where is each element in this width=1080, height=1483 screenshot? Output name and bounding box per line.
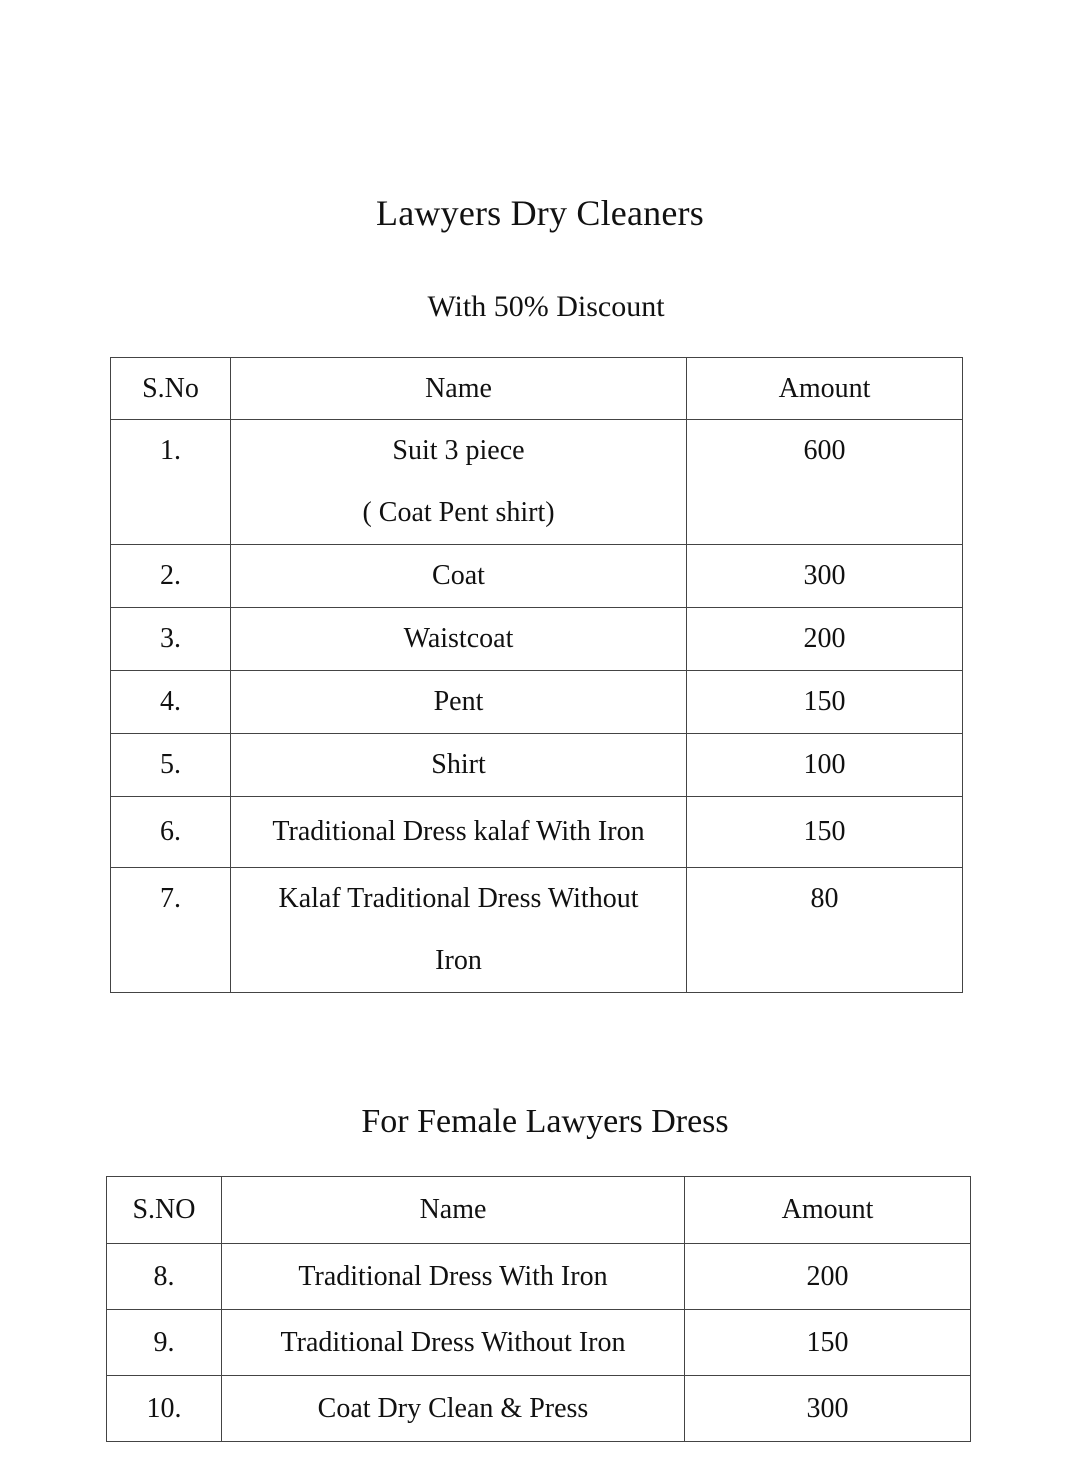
female-section-title: For Female Lawyers Dress bbox=[361, 1103, 729, 1140]
table-row bbox=[107, 1244, 971, 1310]
amount-cell: 150 bbox=[685, 1310, 971, 1376]
table-row bbox=[111, 797, 963, 868]
sno-cell: 4. bbox=[111, 671, 231, 734]
female-price-table bbox=[106, 1176, 971, 1442]
amount-cell: 300 bbox=[685, 1376, 971, 1442]
male-price-table bbox=[110, 357, 963, 993]
sno-header: S.No bbox=[111, 358, 231, 420]
table-row bbox=[111, 420, 963, 545]
table-row bbox=[107, 1376, 971, 1442]
name-cell: Shirt bbox=[231, 734, 687, 797]
amount-cell: 150 bbox=[687, 671, 963, 734]
sno-cell: 6. bbox=[111, 797, 231, 868]
sno-cell: 10. bbox=[107, 1376, 222, 1442]
sno-cell: 2. bbox=[111, 545, 231, 608]
name-cell: Waistcoat bbox=[231, 608, 687, 671]
sno-cell: 3. bbox=[111, 608, 231, 671]
table-row bbox=[111, 545, 963, 608]
amount-header: Amount bbox=[687, 358, 963, 420]
sno-header: S.NO bbox=[107, 1177, 222, 1244]
table-row bbox=[107, 1310, 971, 1376]
sno-cell: 9. bbox=[107, 1310, 222, 1376]
sno-cell: 5. bbox=[111, 734, 231, 797]
name-header: Name bbox=[222, 1177, 685, 1244]
name-cell: Suit 3 piece ( Coat Pent shirt) bbox=[231, 420, 687, 545]
page-title: Lawyers Dry Cleaners bbox=[376, 193, 704, 233]
amount-header: Amount bbox=[685, 1177, 971, 1244]
name-cell: Coat Dry Clean & Press bbox=[222, 1376, 685, 1442]
name-cell: Coat bbox=[231, 545, 687, 608]
name-cell: Pent bbox=[231, 671, 687, 734]
amount-cell: 200 bbox=[685, 1244, 971, 1310]
table-header-row bbox=[107, 1177, 971, 1244]
amount-cell: 100 bbox=[687, 734, 963, 797]
name-cell: Traditional Dress Without Iron bbox=[222, 1310, 685, 1376]
name-header: Name bbox=[231, 358, 687, 420]
amount-cell: 150 bbox=[687, 797, 963, 868]
amount-cell: 80 bbox=[687, 868, 963, 993]
table-row bbox=[111, 868, 963, 993]
amount-cell: 600 bbox=[687, 420, 963, 545]
sno-cell: 8. bbox=[107, 1244, 222, 1310]
discount-subtitle: With 50% Discount bbox=[427, 290, 665, 323]
name-cell: Traditional Dress kalaf With Iron bbox=[231, 797, 687, 868]
sno-cell: 1. bbox=[111, 420, 231, 545]
table-row bbox=[111, 734, 963, 797]
amount-cell: 300 bbox=[687, 545, 963, 608]
amount-cell: 200 bbox=[687, 608, 963, 671]
table-header-row bbox=[111, 358, 963, 420]
table-row bbox=[111, 608, 963, 671]
name-cell: Kalaf Traditional Dress Without Iron bbox=[231, 868, 687, 993]
name-cell: Traditional Dress With Iron bbox=[222, 1244, 685, 1310]
table-row bbox=[111, 671, 963, 734]
sno-cell: 7. bbox=[111, 868, 231, 993]
